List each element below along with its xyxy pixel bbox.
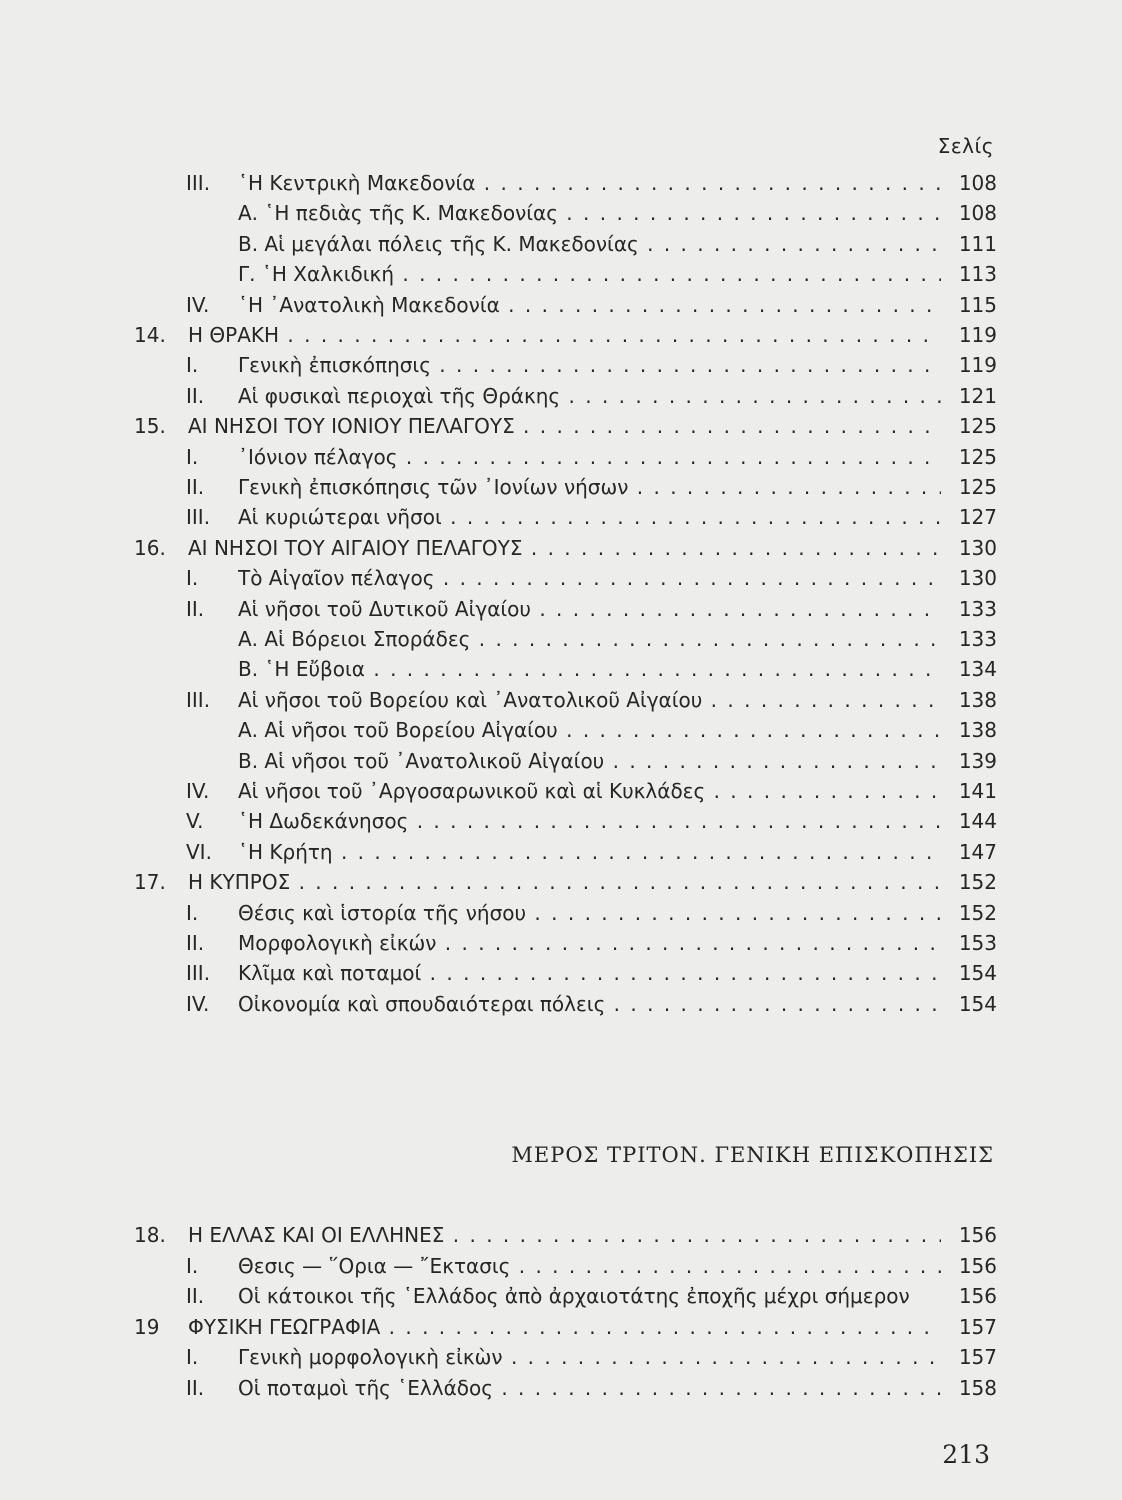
toc-entry-page: 111	[941, 229, 997, 259]
toc-entry-title: Α. Αἱ Βόρειοι Σποράδες . . .	[238, 624, 941, 654]
toc-entry-title: Γενικὴ ἐπισκόπησις . . .	[238, 350, 941, 380]
toc-entry-title: ΦΥΣΙΚΗ ΓΕΩΓΡΑΦΙΑ . . .	[188, 1312, 941, 1342]
page-number: 213	[942, 1440, 990, 1469]
toc-entry-title: Οἱ κάτοικοι τῆς ῾Ελλάδος ἀπὸ ἀρχαιοτάτης ἐποχῆς μέχρι σήμερον	[238, 1284, 910, 1308]
toc-entry	[0, 442, 1122, 472]
toc-entry-title: Αἱ νῆσοι τοῦ Βορείου καὶ ᾿Ανατολικοῦ Αἰγαίου . . .	[238, 685, 941, 715]
toc-entry-page: 119	[941, 350, 997, 380]
toc-entry-number: 19	[134, 1314, 160, 1339]
toc-entry-number: I.	[186, 1253, 199, 1278]
toc-entry-title: ῾Η Κρήτη . . .	[238, 837, 941, 867]
toc-entry	[0, 1342, 1122, 1372]
toc-entry-page: 152	[941, 898, 997, 928]
toc-entry-page: 156	[941, 1220, 997, 1250]
toc-entry	[0, 381, 1122, 411]
toc-entry-number: I.	[186, 900, 199, 925]
toc-entry-title: Οἱ ποταμοὶ τῆς ῾Ελλάδος . . .	[238, 1373, 941, 1403]
toc-entry-title: Μορφολογικὴ εἰκών . . .	[238, 928, 941, 958]
toc-entry-number: III.	[186, 687, 211, 712]
toc-entry-title: Αἱ κυριώτεραι νῆσοι . . .	[238, 502, 941, 532]
toc-entry-number: I.	[186, 444, 199, 469]
toc-entry-page: 153	[941, 928, 997, 958]
toc-entry-title: Αἱ νῆσοι τοῦ Δυτικοῦ Αἰγαίου . . .	[238, 594, 941, 624]
toc-entry-page: 156	[941, 1251, 997, 1281]
toc-entry-page: 108	[941, 198, 997, 228]
toc-entry-title: Αἱ νῆσοι τοῦ ᾿Αργοσαρωνικοῦ καὶ αἱ Κυκλάδες . . .	[238, 776, 941, 806]
toc-entry-title: ῾Η Δωδεκάνησος . . .	[238, 806, 941, 836]
toc-entry-page: 147	[941, 837, 997, 867]
toc-entry-title: Θέσις καὶ ἱστορία τῆς νήσου . . .	[238, 898, 941, 928]
toc-entry-page: 113	[941, 259, 997, 289]
toc-entry-number: I.	[186, 1345, 199, 1369]
toc-entry-number: I.	[186, 353, 199, 378]
toc-entry-number: III.	[186, 961, 211, 986]
toc-entry-title: ᾿Ιόνιον πέλαγος . . .	[238, 442, 941, 472]
toc-entry-page: 157	[941, 1342, 997, 1372]
toc-entry-page: 152	[941, 867, 997, 897]
toc-entry-page: 144	[941, 806, 997, 836]
toc-entry-title: Β. Αἱ μεγάλαι πόλεις τῆς Κ. Μακεδονίας . . .	[238, 229, 941, 259]
toc-entry-number: IV.	[186, 292, 210, 317]
toc-entry-title: Β. Αἱ νῆσοι τοῦ ᾿Ανατολικοῦ Αἰγαίου . . .	[238, 746, 941, 776]
toc-entry-number: II.	[186, 931, 205, 955]
toc-entry-title: Κλῖμα καὶ ποταμοί . . .	[238, 958, 941, 988]
toc-entry	[0, 259, 1122, 289]
toc-entry-title: Η ΘΡΑΚΗ . . .	[188, 320, 941, 350]
toc-entry	[0, 350, 1122, 380]
toc-entry-number: 14.	[134, 323, 166, 347]
toc-entry-number: I.	[186, 566, 199, 591]
toc-entry-page: 138	[941, 685, 997, 715]
toc-entry	[0, 502, 1122, 532]
toc-entry-page: 134	[941, 654, 997, 684]
toc-entry-page: 139	[941, 746, 997, 776]
toc-entry-number: II.	[186, 1284, 205, 1308]
toc-entry-page: 156	[941, 1281, 997, 1311]
toc-entry-title: Οἰκονομία καὶ σπουδαιότεραι πόλεις . . .	[238, 989, 941, 1019]
toc-entry	[0, 867, 1122, 897]
toc-entry-page: 133	[941, 624, 997, 654]
toc-entry	[0, 624, 1122, 654]
toc-entry-number: 18.	[134, 1223, 166, 1247]
toc-entry	[0, 898, 1122, 928]
toc-entry-title: Η ΕΛΛΑΣ ΚΑΙ ΟΙ ΕΛΛΗΝΕΣ . . .	[188, 1220, 941, 1250]
toc-entry-number: II.	[186, 596, 205, 621]
toc-entry-title: ΑΙ ΝΗΣΟΙ ΤΟΥ ΙΟΝΙΟΥ ΠΕΛΑΓΟΥΣ . . .	[188, 411, 941, 441]
toc-entry-page: 138	[941, 715, 997, 745]
toc-entry-number: III.	[186, 505, 211, 530]
toc-entry-page: 157	[941, 1312, 997, 1342]
toc-entry-title: Γ. ῾Η Χαλκιδική . . .	[238, 259, 941, 289]
toc-entry-page: 133	[941, 594, 997, 624]
toc-entry-number: II.	[186, 383, 205, 408]
toc-entry	[0, 1312, 1122, 1342]
toc-entry	[0, 229, 1122, 259]
toc-entry-page: 130	[941, 563, 997, 593]
toc-entry	[0, 1251, 1122, 1281]
toc-entry-title: Α. ῾Η πεδιὰς τῆς Κ. Μακεδονίας . . .	[238, 198, 941, 228]
toc-entry	[0, 563, 1122, 593]
toc-entry-number: 16.	[134, 535, 166, 560]
toc-entry-page: 119	[941, 320, 997, 350]
toc-entry	[0, 746, 1122, 776]
toc-entry	[0, 928, 1122, 958]
toc-entry	[0, 685, 1122, 715]
toc-entry-number: IV.	[186, 779, 210, 803]
toc-entry-page: 115	[941, 290, 997, 320]
toc-entry-page: 154	[941, 989, 997, 1019]
toc-entry-page: 125	[941, 472, 997, 502]
toc-entry-number: V.	[186, 809, 204, 834]
toc-entry-title: Η ΚΥΠΡΟΣ . . .	[188, 867, 941, 897]
toc-entry-number: II.	[186, 1375, 205, 1400]
toc-entry-title: Γενικὴ ἐπισκόπησις τῶν ᾿Ιονίων νήσων . . .	[238, 472, 941, 502]
toc-entry-number: 17.	[134, 870, 166, 895]
toc-entry-page: 108	[941, 168, 997, 198]
toc-entry-number: IV.	[186, 991, 210, 1016]
toc-entry	[0, 411, 1122, 441]
toc-entry	[0, 1220, 1122, 1250]
toc-entry-title: ΑΙ ΝΗΣΟΙ ΤΟΥ ΑΙΓΑΙΟΥ ΠΕΛΑΓΟΥΣ . . .	[188, 533, 941, 563]
toc-entry	[0, 1373, 1122, 1403]
toc-entry	[0, 806, 1122, 836]
toc-entry	[0, 594, 1122, 624]
toc-entry	[0, 776, 1122, 806]
toc-entry-title: Τὸ Αἰγαῖον πέλαγος . . .	[238, 563, 941, 593]
part-three-heading: ΜΕΡΟΣ ΤΡΙΤΟΝ. ΓΕΝΙΚΗ ΕΠΙΣΚΟΠΗΣΙΣ	[511, 1143, 994, 1167]
toc-entry	[0, 837, 1122, 867]
toc-entry-title: ῾Η ᾿Ανατολικὴ Μακεδονία . . .	[238, 290, 941, 320]
toc-entry-title: Θεσις — ῞Ορια — ῎Εκτασις . . .	[238, 1251, 941, 1281]
toc-entry-title: Αἱ φυσικαὶ περιοχαὶ τῆς Θράκης . . .	[238, 381, 941, 411]
toc-entry	[0, 958, 1122, 988]
toc-entry-number: III.	[186, 171, 211, 195]
toc-entry-page: 154	[941, 958, 997, 988]
toc-entry-number: 15.	[134, 414, 166, 439]
toc-entry-title: Γενικὴ μορφολογικὴ εἰκὼν . . .	[238, 1342, 941, 1372]
toc-entry-page: 158	[941, 1373, 997, 1403]
toc-entry	[0, 472, 1122, 502]
toc-entry	[0, 320, 1122, 350]
toc-entry-title: Α. Αἱ νῆσοι τοῦ Βορείου Αἰγαίου . . .	[238, 715, 941, 745]
toc-entry	[0, 715, 1122, 745]
toc-entry	[0, 290, 1122, 320]
toc-entry-title: Β. ῾Η Εὔβοια . . .	[238, 654, 941, 684]
toc-entry-page: 127	[941, 502, 997, 532]
toc-entry-page: 125	[941, 411, 997, 441]
toc-entry-page: 125	[941, 442, 997, 472]
toc-entry-page: 141	[941, 776, 997, 806]
toc-entry	[0, 533, 1122, 563]
toc-entry-page: 121	[941, 381, 997, 411]
toc-entry-number: VI.	[186, 839, 212, 864]
toc-entry	[0, 989, 1122, 1019]
toc-entry	[0, 198, 1122, 228]
toc-entry	[0, 168, 1122, 198]
toc-entry	[0, 654, 1122, 684]
toc-entry-title: ῾Η Κεντρικὴ Μακεδονία . . .	[238, 168, 941, 198]
toc-entry-page: 130	[941, 533, 997, 563]
toc-entry	[0, 1281, 1122, 1311]
page-column-label: Σελίς	[937, 134, 994, 158]
toc-entry-number: II.	[186, 475, 205, 499]
